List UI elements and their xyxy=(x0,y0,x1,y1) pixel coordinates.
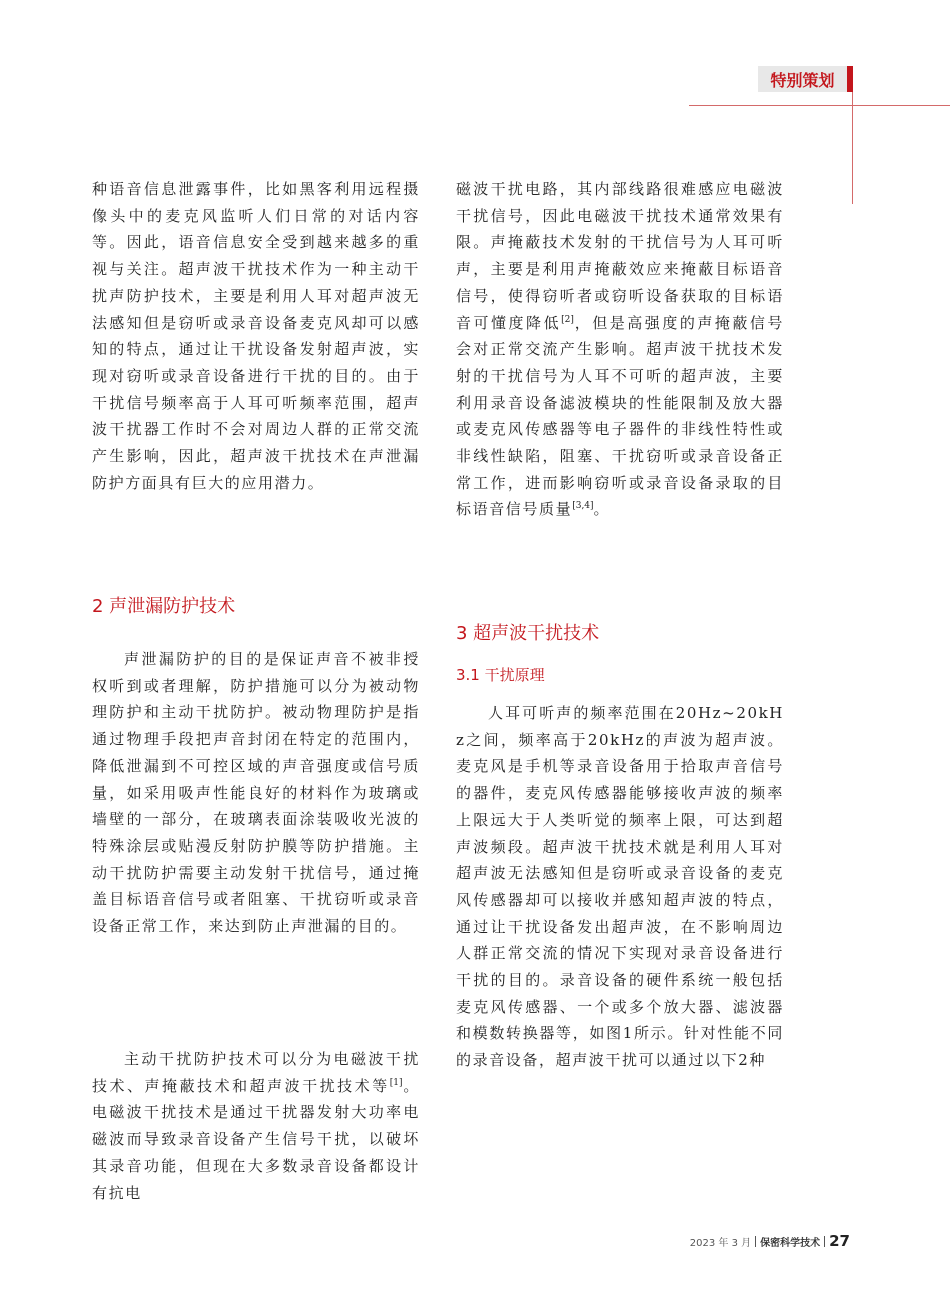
header-vertical-rule xyxy=(852,92,853,204)
paragraph-text: 磁波干扰电路，其内部线路很难感应电磁波干扰信号，因此电磁波干扰技术通常效果有限。声掩蔽技术发射的干扰信号为人耳可听声，主要是利用声掩蔽效应来掩蔽目标语音信号，使得窃听者或窃听设备获取的目标语音可懂度降低 xyxy=(456,180,784,332)
page-number: 27 xyxy=(829,1232,850,1250)
section-tag-bar xyxy=(847,66,853,92)
paragraph-text: 。电磁波干扰技术是通过干扰器发射大功率电磁波而导致录音设备产生信号干扰，以破坏其录音功能，但现在大多数录音设备都设计有抗电 xyxy=(92,1076,420,1202)
citation-ref: [3,4] xyxy=(572,501,594,512)
magazine-name: 保密科学技术 xyxy=(760,1237,821,1249)
issue-date: 2023 年 3 月 xyxy=(689,1237,752,1249)
paragraph: 人耳可听声的频率范围在20Hz~20kHz之间，频率高于20kHz的声波为超声波。麦克风是手机等录音设备用于拾取声音信号的器件，麦克风传感器能够接收声波的频率上限远大于人类听觉的频率上限，可达到超声波频段。超声波干扰技术就是利用人耳对超声波无法感知但是窃听或录音设备的麦克风传感器却可以接收并感知超声波的特点，通过让干扰设备发出超声波，在不影响周边人群正常交流的情况下实现对录音设备进行干扰的目的。录音设备的硬件系统一般包括麦克风传感器、一个或多个放大器、滤波器和模数转换器等，如图1所示。针对性能不同的录音设备，超声波干扰可以通过以下2种 xyxy=(456,704,784,1070)
footer-divider xyxy=(755,1236,756,1247)
paragraph: 种语音信息泄露事件，比如黑客利用远程摄像头中的麦克风监听人们日常的对话内容等。因此，语音信息安全受到越来越多的重视与关注。超声波干扰技术作为一种主动干扰声防护技术，主要是利用人耳对超声波无法感知但是窃听或录音设备麦克风却可以感知的特点，通过让干扰设备发射超声波，实现对窃听或录音设备进行干扰的目的。由于干扰信号频率高于人耳可听频率范围，超声波干扰器工作时不会对周边人群的正常交流产生影响，因此，超声波干扰技术在声泄漏防护方面具有巨大的应用潜力。 xyxy=(92,180,420,492)
paragraph-text: 主动干扰防护技术可以分为电磁波干扰技术、声掩蔽技术和超声波干扰技术等 xyxy=(92,1050,420,1095)
citation-ref: [1] xyxy=(389,1077,403,1088)
left-column xyxy=(92,0,420,1292)
section-tag: 特别策划 xyxy=(758,66,847,92)
citation-ref: [2] xyxy=(561,314,574,325)
section-heading: 3 超声波干扰技术 xyxy=(456,623,600,644)
footer-divider xyxy=(824,1236,825,1247)
subsection-heading: 3.1 干扰原理 xyxy=(456,666,545,684)
paragraph-text: 。 xyxy=(593,500,611,519)
paragraph xyxy=(92,1046,420,1206)
paragraph xyxy=(456,176,784,523)
paragraph: 声泄漏防护的目的是保证声音不被非授权听到或者理解，防护措施可以分为被动物理防护和主动干扰防护。被动物理防护是指通过物理手段把声音封闭在特定的范围内，降低泄漏到不可控区域的声音强度或信号质量，如采用吸声性能良好的材料作为玻璃或墙壁的一部分，在玻璃表面涂装吸收光波的特殊涂层或贴漫反射防护膜等防护措施。主动干扰防护需要主动发射干扰信号，通过掩盖目标语音信号或者阻塞、干扰窃听或录音设备正常工作，来达到防止声泄漏的目的。 xyxy=(92,650,420,936)
paragraph-text: ，但是高强度的声掩蔽信号会对正常交流产生影响。超声波干扰技术发射的干扰信号为人耳不可听的超声波，主要利用录音设备滤波模块的性能限制及放大器或麦克风传感器等电子器件的非线性特性或非线性缺陷，阻塞、干扰窃听或录音设备正常工作，进而影响窃听或录音设备录取的目标语音信号质量 xyxy=(456,313,785,519)
section-heading: 2 声泄漏防护技术 xyxy=(92,596,236,617)
right-column xyxy=(456,0,784,1292)
page-footer xyxy=(680,1232,850,1250)
